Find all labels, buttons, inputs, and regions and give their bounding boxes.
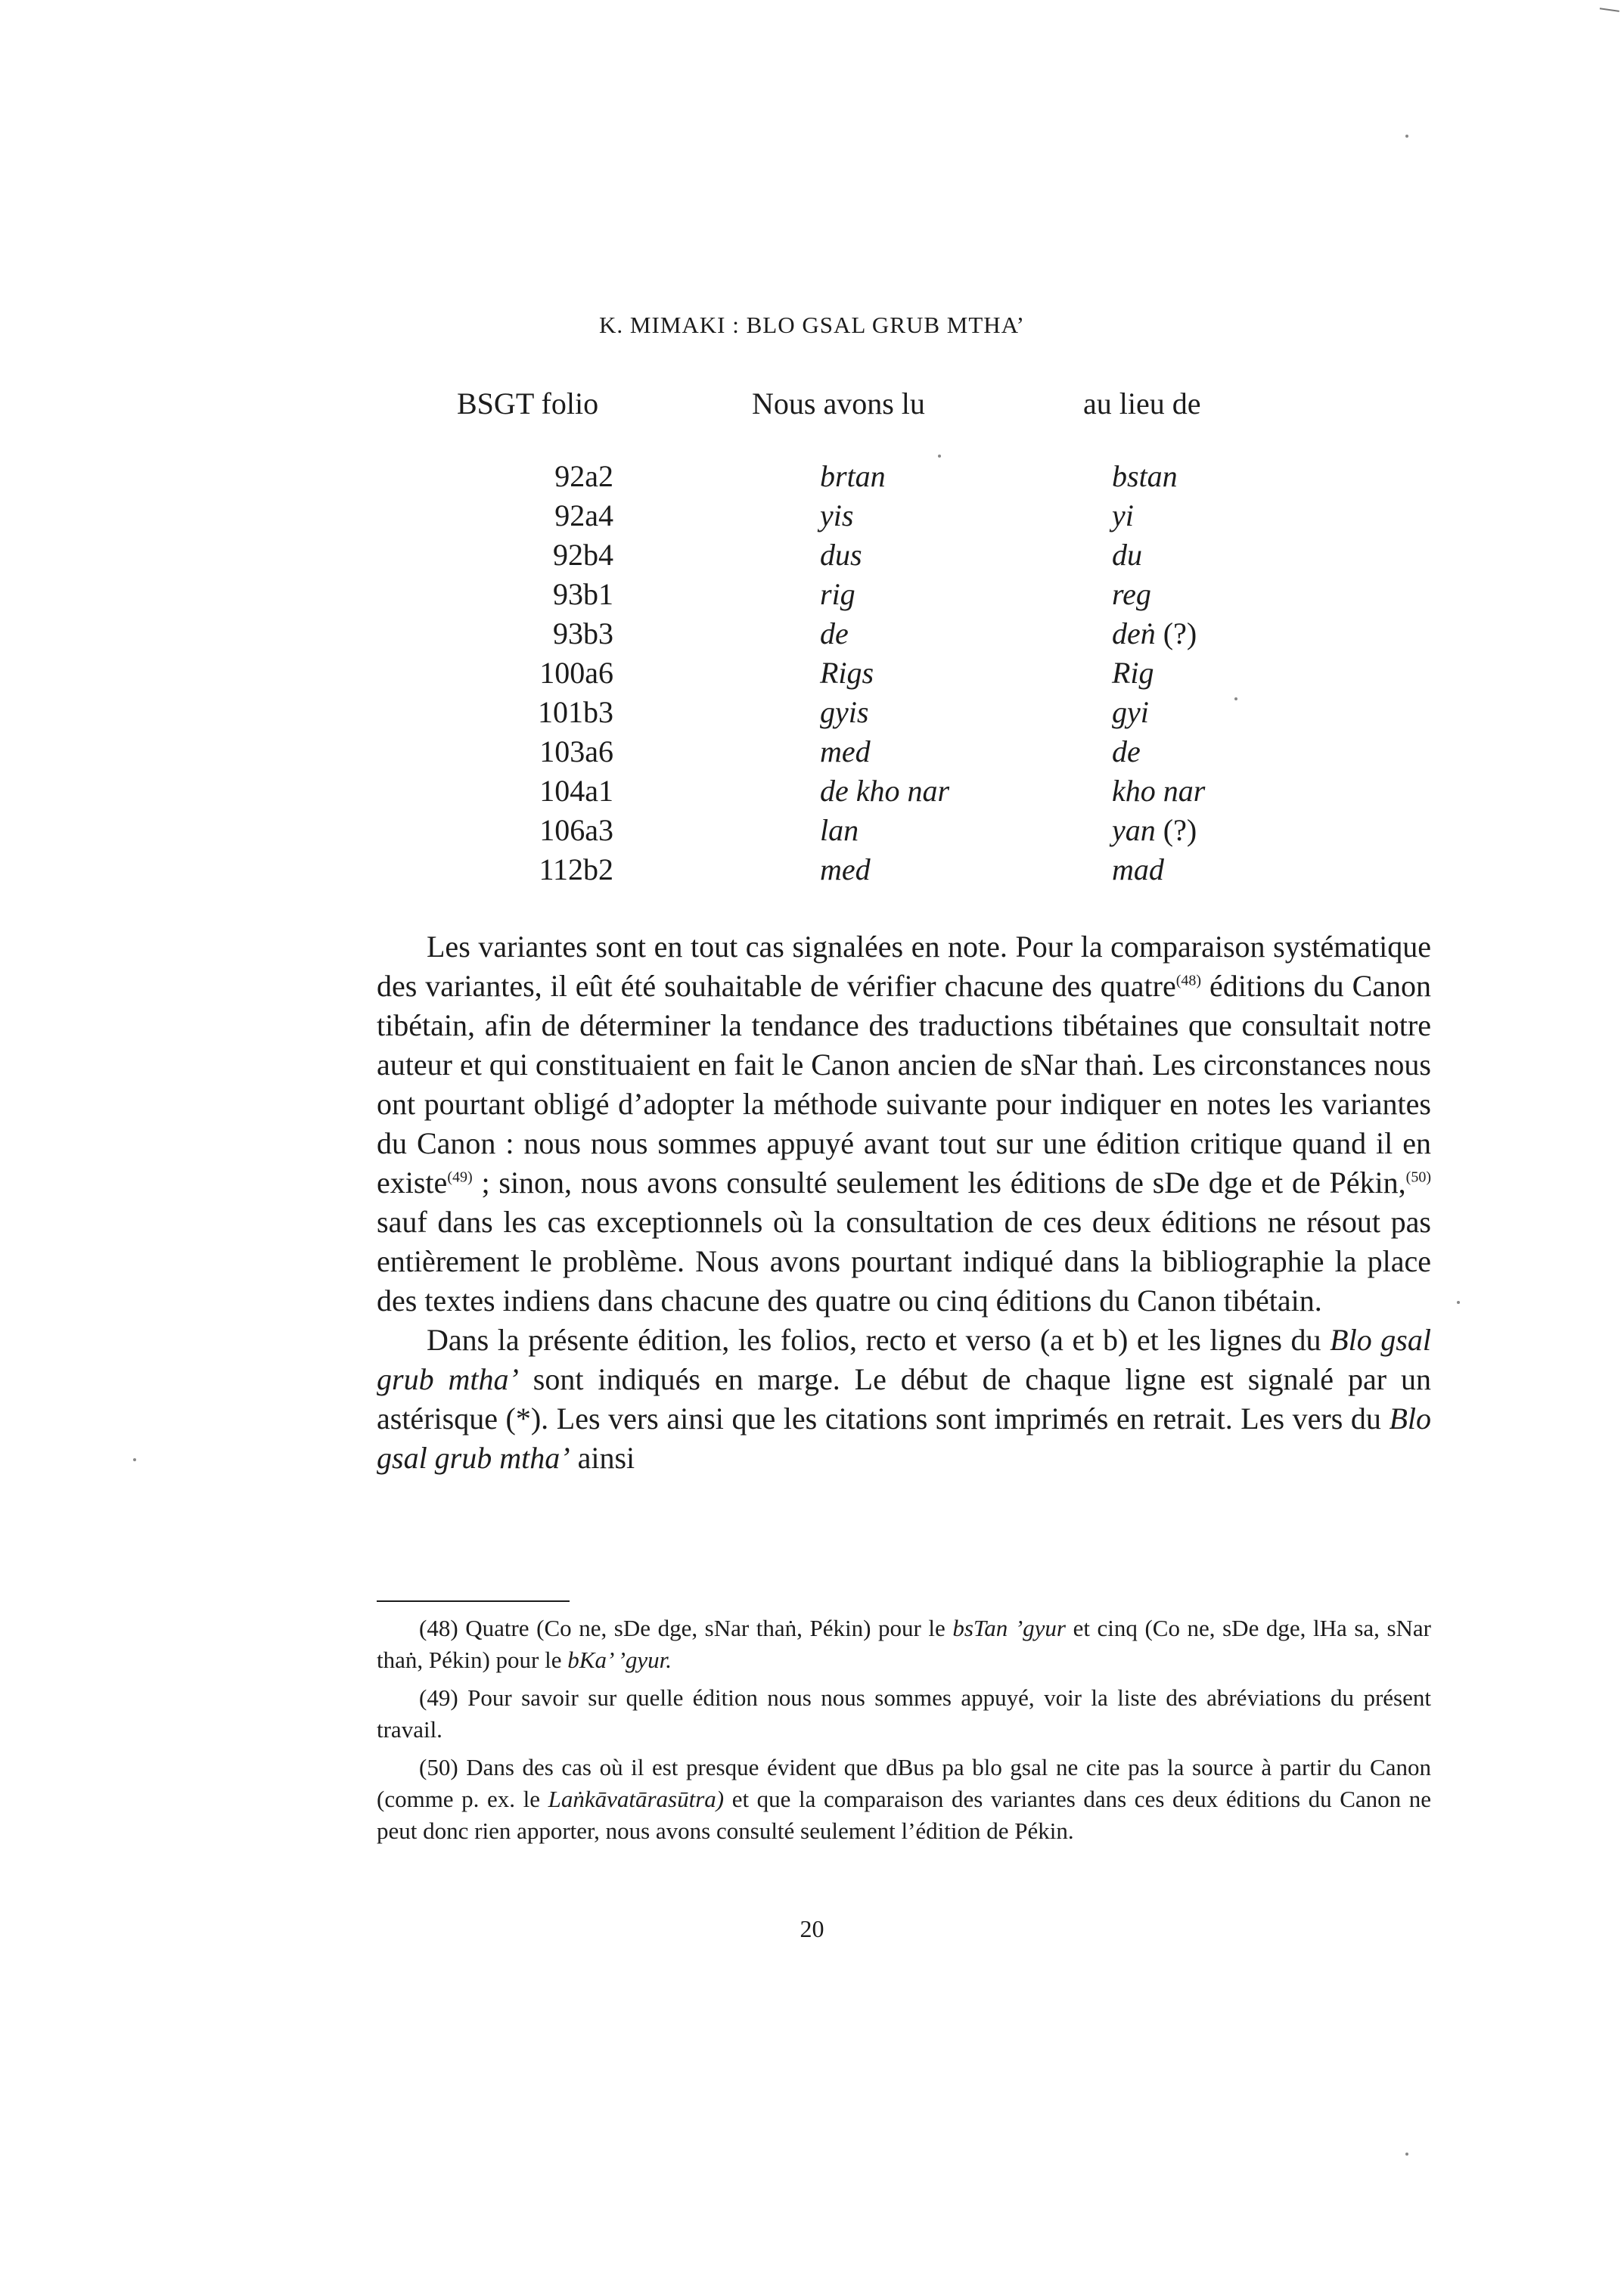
read-cell: med <box>820 734 871 768</box>
footnote-48: (48) Quatre (Co ne, sDe dge, sNar thaṅ, Pékin) pour le bsTan ’gyur et cinq (Co ne, sDe dge, lHa sa, sNar thaṅ, Pékin) pour le bKa’ ’gyur. <box>377 1615 1431 1673</box>
instead-cell: yan (?) <box>1112 813 1197 847</box>
work-title: Blo gsal grub mtha’ <box>377 1323 1431 1396</box>
scan-speck <box>938 455 941 458</box>
table-row <box>0 734 1624 773</box>
folio-cell: 103a6 <box>539 734 613 768</box>
folio-cell: 92a4 <box>554 498 613 532</box>
read-cell: brtan <box>820 459 886 493</box>
instead-cell: mad <box>1112 852 1164 886</box>
folio-cell: 92b4 <box>553 538 613 572</box>
footnote-ref-49: (49) <box>447 1169 473 1186</box>
folio-cell: 104a1 <box>539 774 613 808</box>
scan-speck <box>1405 2153 1408 2156</box>
read-cell: yis <box>820 498 854 532</box>
read-cell: de <box>820 616 849 650</box>
footnote-ref-48: (48) <box>1175 972 1202 989</box>
instead-cell: yi <box>1112 498 1134 532</box>
table-row <box>0 537 1624 576</box>
footnote-separator <box>377 1600 570 1602</box>
read-cell: gyis <box>820 695 869 729</box>
scan-speck <box>1457 1301 1460 1304</box>
read-cell: Rigs <box>820 656 874 690</box>
footnote-49: (49) Pour savoir sur quelle édition nous nous sommes appuyé, voir la liste des abréviations du présent travail. <box>377 1684 1431 1743</box>
instead-cell: deṅ (?) <box>1112 616 1197 650</box>
table-row <box>0 852 1624 891</box>
read-cell: dus <box>820 538 862 572</box>
instead-cell: Rig <box>1112 656 1154 690</box>
instead-cell: gyi <box>1112 695 1149 729</box>
folio-cell: 92a2 <box>554 459 613 493</box>
scan-speck <box>1405 135 1408 138</box>
column-header-au-lieu-de: au lieu de <box>1083 386 1201 421</box>
running-header: K. MIMAKI : BLO GSAL GRUB MTHA’ <box>599 312 1025 338</box>
table-row <box>0 694 1624 734</box>
read-cell: rig <box>820 577 855 611</box>
instead-cell: kho nar <box>1112 774 1206 808</box>
table-row <box>0 773 1624 812</box>
folio-cell: 101b3 <box>538 695 613 729</box>
main-text <box>377 927 1431 1478</box>
folio-cell: 93b1 <box>553 577 613 611</box>
footnote-50: (50) Dans des cas où il est presque évident que dBus pa blo gsal ne cite pas la source à partir du Canon (comme p. ex. le Laṅkāvatārasūtra) et que la comparaison des variantes dans ces deux éditions du Canon ne peut donc rien apporter, nous avons consulté seulement l’édition de Pékin. <box>377 1754 1431 1844</box>
folio-cell: 106a3 <box>539 813 613 847</box>
instead-cell: reg <box>1112 577 1151 611</box>
folio-cell: 112b2 <box>539 852 613 886</box>
folio-cell: 100a6 <box>539 656 613 690</box>
table-row <box>0 655 1624 694</box>
read-cell: de kho nar <box>820 774 950 808</box>
table-row <box>0 616 1624 655</box>
variants-table <box>0 458 1624 891</box>
scan-speck <box>133 1458 136 1461</box>
table-row <box>0 498 1624 537</box>
page-number: 20 <box>800 1915 824 1942</box>
table-row <box>0 576 1624 616</box>
column-header-folio: BSGT folio <box>457 386 599 421</box>
footnotes <box>377 1613 1431 1853</box>
instead-cell: du <box>1112 538 1142 572</box>
paragraph-edition: Dans la présente édition, les folios, recto et verso (a et b) et les lignes du Blo gsal grub mtha’ sont indiqués en marge. Le début de chaque ligne est signalé par un astérisque (*). Les vers ainsi que les citations sont imprimés en retrait. Les vers du Blo gsal grub mtha’ ainsi <box>377 1323 1432 1475</box>
table-row <box>0 812 1624 852</box>
paragraph-variants: Les variantes sont en tout cas signalées en note. Pour la comparaison systématique des variantes, il eût été souhaitable de vérifier chacune des quatre$^{(48)}$ éditions du Canon tibétain, afin de déterminer la tendance des traductions tibétaines que consultait notre auteur et qui constituaient en fait le Canon ancien de sNar thaṅ. Les circonstances nous ont pourtant obligé d’adopter la méthode suivante pour indiquer en notes les variantes du Canon : nous nous sommes appuyé avant tout sur une édition critique quand il en existe$^{(49)}$ ; sinon, nous avons consulté seulement les éditions de sDe dge et de Pékin,$^{(50)}$ sauf dans les cas exceptionnels où la consultation de ces deux éditions ne résout pas entièrement le problème. Nous avons pourtant indiqué dans la bibliographie la place des textes indiens dans chacune des quatre ou cinq éditions du Canon tibétain. <box>377 930 1432 1318</box>
table-row <box>0 458 1624 498</box>
scan-mark <box>1598 8 1619 20</box>
scan-speck <box>1234 697 1237 700</box>
folio-cell: 93b3 <box>553 616 613 650</box>
instead-cell: bstan <box>1112 459 1178 493</box>
read-cell: lan <box>820 813 859 847</box>
read-cell: med <box>820 852 871 886</box>
work-title: Blo gsal grub mtha’ <box>377 1402 1431 1475</box>
footnote-ref-50: (50) <box>1405 1169 1431 1186</box>
instead-cell: de <box>1112 734 1141 768</box>
column-header-nous-avons-lu: Nous avons lu <box>752 386 925 421</box>
